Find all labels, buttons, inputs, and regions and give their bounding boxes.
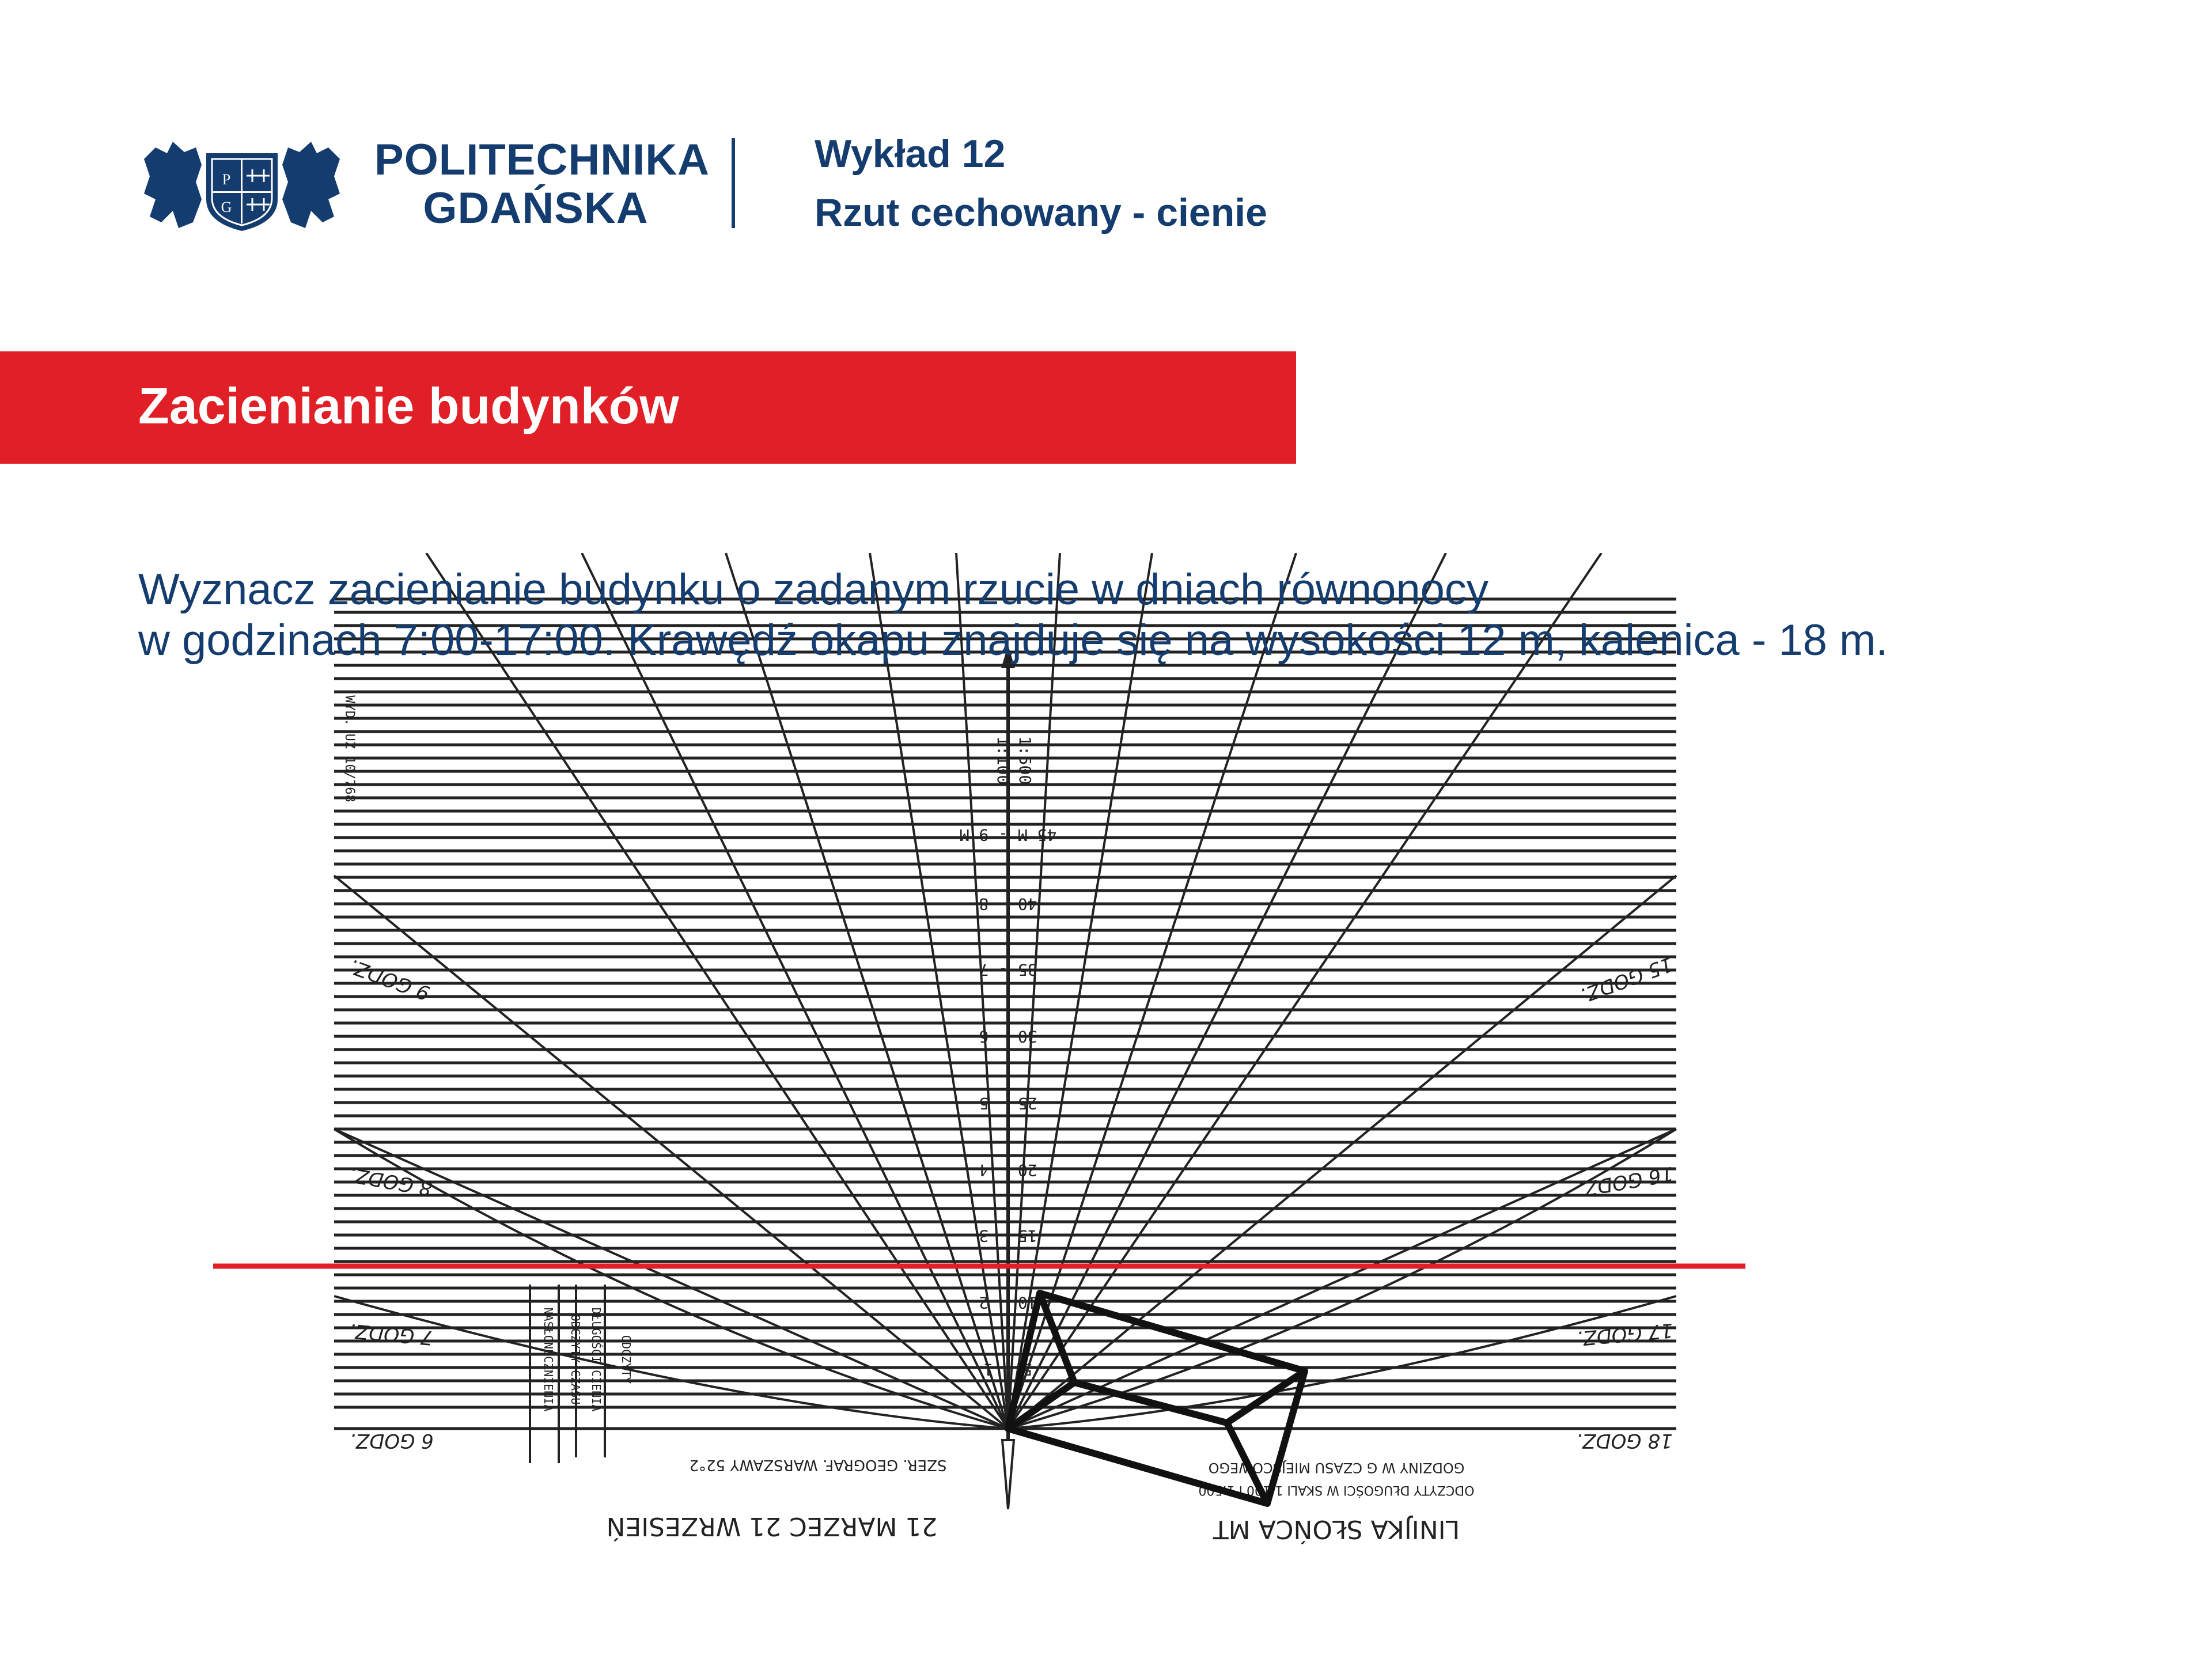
hour-ray [334, 1129, 1008, 1429]
section-banner [0, 351, 1296, 464]
hour-ray [426, 553, 1008, 1429]
hour-label-16: 16 GODZ. [1575, 1161, 1675, 1202]
hour-ray [726, 553, 1008, 1429]
task-line2: w godzinach 7:00-17:00. Krawędź okapu znajduje się na wysokości 12 m, kalenica - 18 m. [138, 616, 1888, 665]
legend-time-readings: ODCZYTY CZASU [569, 1314, 582, 1405]
hour-label-15: 15 GODZ. [1577, 952, 1676, 1007]
hour-ray [1008, 553, 1601, 1429]
ruler-title: LINIJKA SŁOŃCA MT [1213, 1514, 1460, 1544]
axis-label-10: 10 - 2 [979, 1293, 1037, 1312]
scale-label-1-100: 1:100 [994, 736, 1013, 785]
sun-ruler-diagram [207, 553, 1763, 1567]
lecture-number: Wykład 12 [815, 132, 1006, 176]
hour-label-18: 18 GODZ. [1576, 1429, 1673, 1452]
pg-crest-icon [138, 136, 346, 234]
geo-latitude: SZER. GEOGRAF. WARSZAWY 52°2 [689, 1456, 947, 1474]
hour-ray [1008, 876, 1676, 1429]
hour-label-17: 17 GODZ. [1575, 1318, 1675, 1350]
lecture-topic: Rzut cechowany - cienie [815, 191, 1267, 234]
ruler-note-hours: GODZINY W G CZASU MIEJSCOWEGO [1208, 1460, 1465, 1476]
ruler-note-scale: ODCZYTY DŁUGOŚCI W SKALI 1:100 i 1:500 [1198, 1483, 1475, 1497]
svg-text:P: P [222, 171, 231, 188]
hour-label-9: 9 GODZ. [346, 954, 433, 1005]
hour-label-7: 7 GODZ. [348, 1319, 434, 1350]
university-name-line2: GDAŃSKA [423, 184, 649, 233]
axis-label-30: 30 - 6 [979, 1027, 1037, 1046]
svg-text:G: G [221, 199, 232, 215]
ruler-side-code: WYD. UZ 10/768 [342, 695, 357, 802]
legend-readings: ODCZYTY [619, 1335, 633, 1384]
axis-pointer [1002, 1440, 1014, 1509]
hour-ray [582, 553, 1008, 1429]
hour-label-6: 6 GODZ. [350, 1429, 434, 1452]
axis-label-20: 20 - 4 [979, 1161, 1037, 1180]
university-name-line1: POLITECHNIKA [374, 135, 710, 184]
scale-label-1-500: 1:500 [1016, 736, 1035, 785]
task-description [138, 565, 2189, 666]
hour-label-8: 8 GODZ. [347, 1162, 434, 1200]
legend-insolation: NASŁONECZNIENIA [541, 1307, 555, 1412]
ruler-horizontal-lines [334, 599, 1676, 1407]
axis-label-40: 40 - 8 [979, 895, 1037, 914]
axis-label-5: 5 - 1 [983, 1360, 1033, 1379]
university-name [374, 135, 710, 233]
hour-ray [1008, 553, 1446, 1429]
equinox-dates: 21 MARZEC 21 WRZESIEŃ [606, 1512, 938, 1541]
axis-label-35: 35 - 7 [979, 960, 1037, 979]
section-title: Zacienianie budynków [138, 377, 679, 434]
legend-shadow-length: DŁUGOŚCI CIENIA [589, 1307, 603, 1412]
header-divider [732, 138, 735, 228]
axis-label-45: 45 M - 9 M [959, 825, 1057, 844]
axis-label-25: 25 - 5 [979, 1094, 1037, 1113]
task-line1: Wyznacz zacienianie budynku o zadanym rzucie w dniach równonocy [138, 565, 1488, 614]
axis-label-15: 15 - 3 [979, 1226, 1037, 1245]
hour-ray [334, 876, 1008, 1429]
